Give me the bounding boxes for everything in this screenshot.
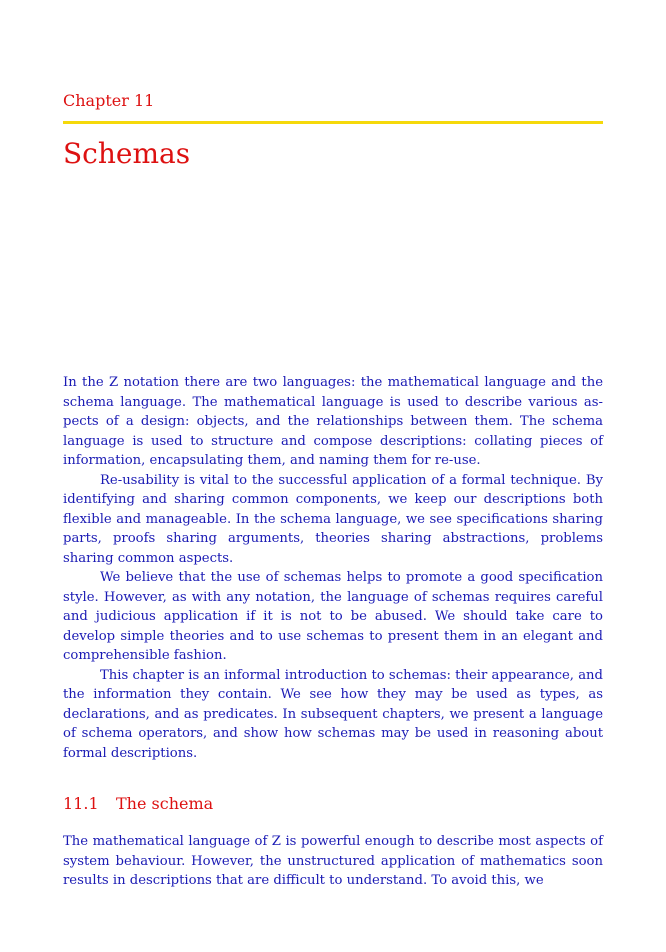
section-title: The schema bbox=[116, 794, 214, 813]
chapter-label: Chapter 11 bbox=[63, 91, 155, 110]
intro-paragraph-1: In the Z notation there are two languages: the mathematical language and the schema language. The mathematical language is used to describe various aspects of a design: objects, and the relationships between them. The schema language is used to structure and compose descriptions: collating pieces of information, encapsulating them, and naming them for re-use. bbox=[63, 375, 603, 468]
section-text bbox=[63, 832, 603, 891]
chapter-title: Schemas bbox=[63, 137, 191, 170]
intro-paragraph-2: Re-usability is vital to the successful application of a formal technique. By identifying and sharing common components, we keep our descriptions both flexible and manageable. In the schema language, we see specifications sharing parts, proofs sharing arguments, theories sharing abstractions, problems sharing common aspects. bbox=[63, 472, 603, 566]
chapter-rule bbox=[63, 121, 603, 124]
intro-paragraph-3: We believe that the use of schemas helps to promote a good specification style. However, as with any notation, the language of schemas requires careful and judicious application if it is not to be abused. We should take care to develop simple theories and to use schemas to present them in an elegant and comprehensible fashion. bbox=[63, 570, 603, 663]
section-heading bbox=[63, 793, 213, 815]
intro-text bbox=[63, 373, 603, 763]
section-number: 11.1 bbox=[63, 794, 99, 813]
intro-paragraph-4: This chapter is an informal introduction to schemas: their appearance, and the information they contain. We see how they may be used as types, as declarations, and as predicates. In subsequent chapters, we present a language of schema operators, and show how schemas may be used in reasoning about formal descriptions. bbox=[63, 667, 603, 761]
section-paragraph: The mathematical language of Z is powerful enough to describe most aspects of system behaviour. However, the unstructured application of mathematics soon results in descriptions that are difficult to understand. To avoid this, we bbox=[63, 834, 603, 888]
